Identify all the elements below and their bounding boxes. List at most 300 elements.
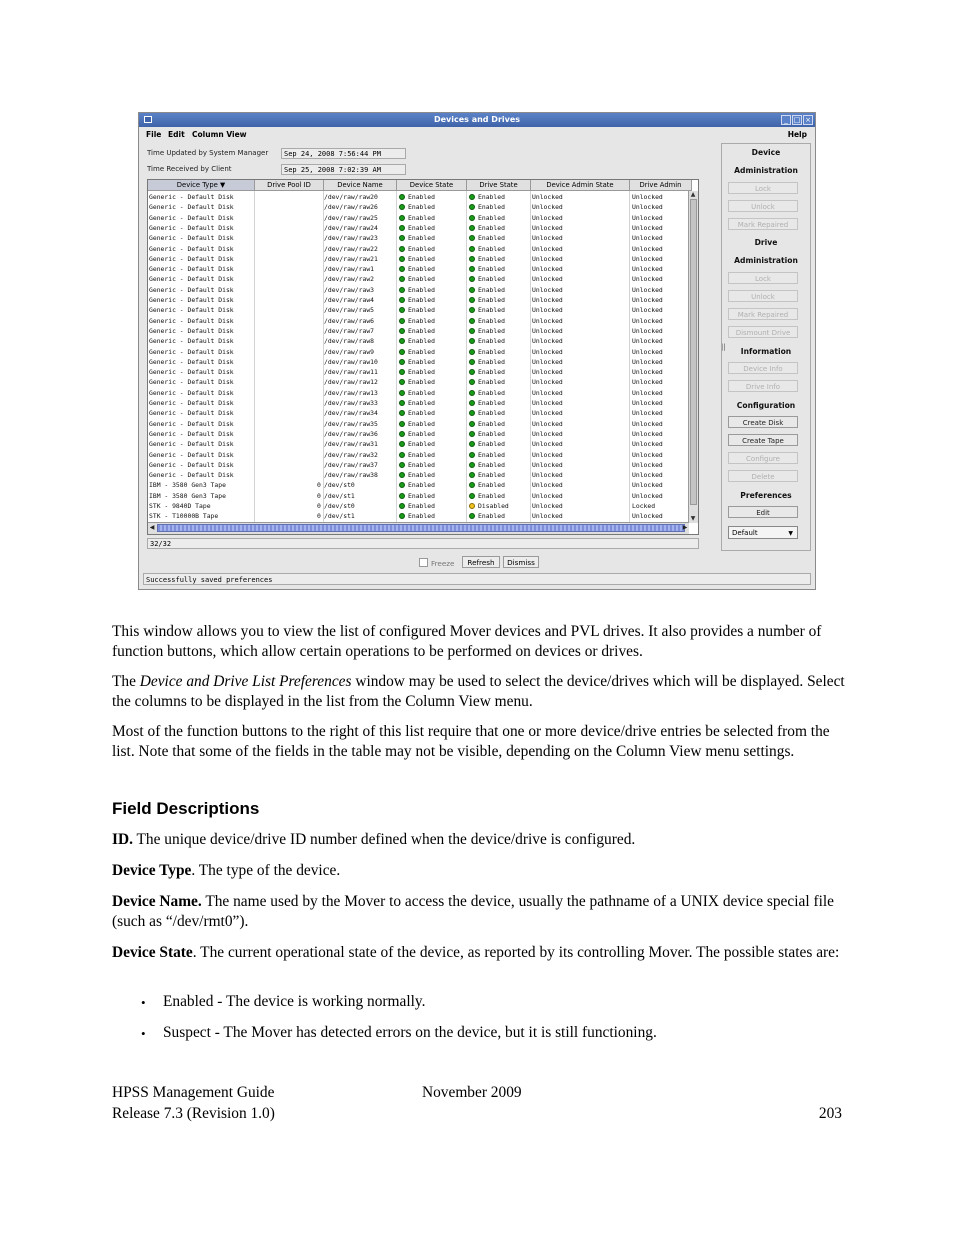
horizontal-scroll-thumb[interactable] — [157, 524, 685, 532]
table-cell — [532, 357, 563, 367]
maximize-icon[interactable]: □ — [793, 116, 801, 124]
bullet-icon: • — [141, 1026, 146, 1041]
table-cell — [532, 491, 563, 501]
column-header[interactable]: Device Type ▼ — [148, 180, 255, 191]
cell-text: Unlocked — [632, 223, 663, 232]
cell-text: Unlocked — [532, 440, 563, 449]
bottom-bar — [139, 555, 815, 570]
table-row[interactable] — [148, 213, 692, 223]
drive-lock-button[interactable]: Lock — [728, 272, 798, 284]
status-green-icon — [469, 276, 475, 282]
p2-post: window may be used to select the device/drives which will be displayed. Select the columns to be displayed in the list from the Column View menu. — [112, 673, 845, 710]
cell-text: /dev/raw/raw3 — [324, 285, 375, 294]
cell-text: /dev/raw/raw13 — [324, 388, 378, 397]
status-green-icon — [399, 328, 405, 334]
refresh-button[interactable]: Refresh — [462, 556, 500, 568]
table-cell — [469, 419, 505, 429]
cell-text: Generic - Default Disk — [149, 193, 234, 201]
status-green-icon — [399, 441, 405, 447]
cell-text: Unlocked — [632, 368, 663, 377]
table-row[interactable] — [148, 347, 692, 357]
table-row[interactable] — [148, 419, 692, 429]
time-received-label: Time Received by Client — [147, 165, 232, 173]
cell-text: Unlocked — [632, 512, 663, 521]
status-green-icon — [399, 390, 405, 396]
cell-text: Unlocked — [632, 306, 663, 315]
vertical-scrollbar[interactable] — [688, 191, 698, 523]
cell-text: Enabled — [478, 512, 505, 521]
status-green-icon — [399, 338, 405, 344]
status-green-icon — [469, 452, 475, 458]
table-row[interactable] — [148, 336, 692, 346]
table-cell — [324, 223, 378, 233]
table-cell — [149, 213, 234, 223]
cell-text: Unlocked — [632, 326, 663, 335]
table-cell — [324, 305, 374, 315]
section-heading: Field Descriptions — [112, 799, 260, 818]
table-cell — [469, 347, 505, 357]
delete-button[interactable]: Delete — [728, 470, 798, 482]
cell-text: /dev/raw/raw37 — [324, 460, 378, 469]
cell-text: Unlocked — [632, 429, 663, 438]
table-row[interactable] — [148, 233, 692, 243]
table-cell — [399, 233, 435, 243]
field-device-name — [112, 892, 847, 931]
table-cell — [469, 357, 505, 367]
table-row[interactable] — [148, 264, 692, 274]
cell-text: Enabled — [408, 481, 435, 490]
cell-text: Enabled — [408, 285, 435, 294]
table-cell — [149, 347, 234, 357]
cell-text: Unlocked — [532, 357, 563, 366]
table-cell — [399, 336, 435, 346]
table-cell — [632, 264, 663, 274]
bullet-enabled: Enabled - The device is working normally. — [163, 993, 426, 1010]
table-cell — [469, 305, 505, 315]
status-green-icon — [469, 369, 475, 375]
table-row[interactable] — [148, 377, 692, 387]
status-green-icon — [469, 379, 475, 385]
cell-text: Disabled — [478, 502, 509, 510]
table-cell — [324, 347, 374, 357]
field-id-text: The unique device/drive ID number defined when the device/drive is configured. — [132, 831, 636, 848]
device-mark-repaired-button[interactable]: Mark Repaired — [728, 218, 798, 230]
cell-text: Generic - Default Disk — [149, 419, 234, 428]
table-cell — [532, 316, 563, 326]
table-row[interactable] — [148, 460, 692, 470]
status-green-icon — [469, 215, 475, 221]
cell-text: 0 — [317, 502, 321, 510]
cell-text: Unlocked — [632, 337, 663, 346]
cell-text: IBM - 3580 Gen3 Tape — [149, 481, 226, 490]
horizontal-scrollbar[interactable] — [148, 522, 689, 534]
window-title: Devices and Drives — [433, 115, 521, 124]
cell-text: Unlocked — [532, 193, 563, 201]
cell-text: /dev/raw/raw1 — [324, 265, 375, 274]
drive-mark-repaired-button[interactable]: Mark Repaired — [728, 308, 798, 320]
column-header[interactable]: Device Name — [324, 180, 397, 191]
cell-text: Generic - Default Disk — [149, 265, 234, 274]
table-cell — [632, 347, 663, 357]
dismount-drive-button[interactable]: Dismount Drive — [728, 326, 798, 338]
time-updated-value: Sep 24, 2008 7:56:44 PM — [281, 148, 406, 159]
freeze-checkbox[interactable] — [419, 558, 454, 568]
table-cell — [399, 491, 435, 501]
cell-text: /dev/raw/raw4 — [324, 296, 375, 304]
cell-text: Enabled — [478, 388, 505, 397]
cell-text: STK - 9840D Tape — [149, 502, 211, 510]
cell-text: Unlocked — [532, 316, 563, 325]
table-cell — [399, 460, 435, 470]
cell-text: /dev/st0 — [324, 481, 355, 490]
close-icon[interactable]: × — [803, 115, 813, 125]
cell-text: 0 — [317, 512, 321, 521]
table-row[interactable] — [148, 305, 692, 315]
status-green-icon — [469, 266, 475, 272]
cell-text: Unlocked — [532, 347, 563, 356]
cell-text: Generic - Default Disk — [149, 296, 234, 304]
table-row[interactable] — [148, 192, 692, 202]
cell-text: Unlocked — [532, 419, 563, 428]
table-cell — [469, 244, 505, 254]
cell-text: Generic - Default Disk — [149, 357, 234, 366]
row-count: 32/32 — [147, 538, 699, 549]
table-cell — [149, 439, 234, 449]
table-cell — [632, 377, 663, 387]
column-header[interactable]: Device State — [397, 180, 467, 191]
cell-text: /dev/raw/raw34 — [324, 409, 378, 418]
table-cell — [149, 357, 234, 367]
table-row[interactable] — [148, 202, 692, 212]
table-cell — [632, 367, 663, 377]
table-row[interactable] — [148, 408, 692, 418]
field-id-term: ID. — [112, 831, 133, 848]
table-cell — [324, 202, 378, 212]
table-row[interactable] — [148, 501, 692, 511]
table-cell — [324, 264, 374, 274]
cell-text: Unlocked — [632, 388, 663, 397]
table-cell — [532, 398, 563, 408]
cell-text: Unlocked — [532, 285, 563, 294]
table-row[interactable] — [148, 388, 692, 398]
table-cell — [532, 274, 563, 284]
table-cell — [149, 511, 218, 521]
scroll-right-icon[interactable]: ▶ — [682, 524, 688, 531]
cell-text: Generic - Default Disk — [149, 440, 234, 449]
cell-text: Enabled — [478, 440, 505, 449]
table-row[interactable] — [148, 480, 692, 490]
cell-text: Unlocked — [632, 193, 663, 201]
create-tape-button[interactable]: Create Tape — [728, 434, 798, 446]
table-cell — [469, 388, 505, 398]
table-cell — [632, 233, 663, 243]
cell-text: Unlocked — [532, 378, 563, 387]
cell-text: Unlocked — [532, 460, 563, 469]
column-header[interactable]: Drive Admin — [630, 180, 692, 191]
dismiss-button[interactable]: Dismiss — [503, 556, 539, 568]
cell-text: Enabled — [408, 213, 435, 222]
field-device-type — [112, 861, 847, 881]
menu-edit[interactable]: Edit — [168, 130, 185, 139]
table-cell — [324, 244, 378, 254]
cell-text: Unlocked — [532, 491, 563, 500]
table-cell — [399, 511, 435, 521]
device-unlock-button[interactable]: Unlock — [728, 200, 798, 212]
table-cell — [399, 244, 435, 254]
vertical-scroll-thumb[interactable] — [690, 199, 697, 505]
cell-text: Unlocked — [632, 234, 663, 243]
column-header[interactable]: Drive Pool ID — [255, 180, 324, 191]
cell-text: Unlocked — [632, 399, 663, 407]
drive-unlock-button[interactable]: Unlock — [728, 290, 798, 302]
status-green-icon — [469, 204, 475, 210]
cell-text: Generic - Default Disk — [149, 347, 234, 356]
table-cell — [324, 367, 378, 377]
status-green-icon — [399, 297, 405, 303]
status-green-icon — [399, 256, 405, 262]
cell-text: /dev/raw/raw26 — [324, 203, 378, 212]
table-cell — [149, 274, 234, 284]
table-cell — [632, 305, 663, 315]
devices-drives-window — [138, 112, 816, 590]
table-cell — [532, 244, 563, 254]
table-cell — [317, 480, 321, 490]
status-green-icon — [399, 379, 405, 385]
table-cell — [532, 470, 563, 480]
cell-text: Enabled — [408, 440, 435, 449]
cell-text: Unlocked — [632, 203, 663, 212]
status-green-icon — [469, 410, 475, 416]
table-cell — [324, 419, 378, 429]
cell-text: Enabled — [408, 296, 435, 304]
table-row[interactable] — [148, 244, 692, 254]
table-cell — [324, 192, 378, 202]
status-green-icon — [399, 318, 405, 324]
table-cell — [632, 295, 663, 305]
device-drive-table[interactable] — [147, 179, 699, 535]
table-row[interactable] — [148, 326, 692, 336]
cell-text: Generic - Default Disk — [149, 285, 234, 294]
table-cell — [532, 285, 563, 295]
table-cell — [632, 254, 663, 264]
cell-text: /dev/raw/raw36 — [324, 429, 378, 438]
cell-text: Enabled — [408, 409, 435, 418]
status-green-icon — [399, 307, 405, 313]
cell-text: Unlocked — [532, 471, 563, 480]
cell-text: /dev/raw/raw33 — [324, 399, 378, 407]
table-cell — [324, 429, 378, 439]
cell-text: Unlocked — [632, 419, 663, 428]
table-cell — [532, 264, 563, 274]
table-cell — [469, 367, 505, 377]
create-disk-button[interactable]: Create Disk — [728, 416, 798, 428]
status-green-icon — [399, 266, 405, 272]
table-cell — [469, 480, 505, 490]
preferences-select[interactable] — [728, 526, 798, 539]
cell-text: /dev/st1 — [324, 491, 355, 500]
scroll-up-icon[interactable]: ▲ — [690, 191, 696, 198]
table-row[interactable] — [148, 285, 692, 295]
table-cell — [399, 501, 435, 511]
table-cell — [399, 377, 435, 387]
cell-text: Unlocked — [632, 471, 663, 480]
status-green-icon — [469, 390, 475, 396]
table-row[interactable] — [148, 316, 692, 326]
table-cell — [324, 326, 374, 336]
status-green-icon — [469, 493, 475, 499]
status-green-icon — [469, 225, 475, 231]
table-cell — [632, 357, 663, 367]
menu-help[interactable]: Help — [787, 130, 807, 139]
cell-text: Unlocked — [532, 223, 563, 232]
table-cell — [632, 450, 663, 460]
table-cell — [399, 429, 435, 439]
cell-text: Enabled — [408, 460, 435, 469]
scroll-left-icon[interactable]: ◀ — [149, 524, 155, 531]
cell-text: Unlocked — [532, 368, 563, 377]
table-cell — [532, 460, 563, 470]
device-info-button[interactable]: Device Info — [728, 362, 798, 374]
cell-text: Enabled — [408, 275, 435, 284]
table-row[interactable] — [148, 470, 692, 480]
table-row[interactable] — [148, 511, 692, 521]
cell-text: Unlocked — [532, 296, 563, 304]
table-cell — [532, 305, 563, 315]
table-cell — [632, 460, 663, 470]
table-row[interactable] — [148, 429, 692, 439]
footer-page-number: 203 — [818, 1105, 842, 1122]
configure-button[interactable]: Configure — [728, 452, 798, 464]
p2-pre: The — [112, 673, 140, 690]
table-cell — [324, 233, 378, 243]
table-row[interactable] — [148, 223, 692, 233]
status-green-icon — [399, 276, 405, 282]
cell-text: Generic - Default Disk — [149, 337, 234, 346]
device-lock-button[interactable]: Lock — [728, 182, 798, 194]
table-row[interactable] — [148, 439, 692, 449]
bullet-suspect: Suspect - The Mover has detected errors on the device, but it is still functioning. — [163, 1024, 657, 1041]
drive-admin-heading: Drive — [754, 238, 778, 247]
cell-text: Generic - Default Disk — [149, 471, 234, 480]
cell-text: Unlocked — [532, 306, 563, 315]
table-cell — [532, 254, 563, 264]
table-cell — [324, 295, 374, 305]
time-received-value: Sep 25, 2008 7:02:39 AM — [281, 164, 406, 175]
table-cell — [324, 274, 374, 284]
cell-text: Enabled — [478, 481, 505, 490]
cell-text: Unlocked — [632, 213, 663, 222]
status-green-icon — [469, 235, 475, 241]
table-cell — [149, 295, 234, 305]
table-row[interactable] — [148, 367, 692, 377]
cell-text: Enabled — [408, 357, 435, 366]
split-pane-handle[interactable]: || — [721, 343, 726, 351]
cell-text: /dev/raw/raw8 — [324, 337, 375, 346]
column-header[interactable]: Device Admin State — [531, 180, 630, 191]
cell-text: Unlocked — [632, 275, 663, 284]
cell-text: Enabled — [478, 409, 505, 418]
drive-info-button[interactable]: Drive Info — [728, 380, 798, 392]
minimize-icon[interactable]: _ — [781, 115, 791, 125]
cell-text: Enabled — [408, 306, 435, 315]
cell-text: Unlocked — [632, 450, 663, 459]
field-device-type-text: . The type of the device. — [191, 862, 341, 879]
device-admin-heading-2: Administration — [734, 166, 798, 175]
cell-text: /dev/raw/raw22 — [324, 244, 378, 253]
edit-preferences-button[interactable]: Edit — [728, 506, 798, 518]
status-green-icon — [399, 410, 405, 416]
table-cell — [399, 316, 435, 326]
table-cell — [632, 285, 663, 295]
table-cell — [532, 326, 563, 336]
cell-text: Enabled — [408, 326, 435, 335]
cell-text: Unlocked — [532, 326, 563, 335]
cell-text: Enabled — [478, 326, 505, 335]
table-cell — [632, 398, 663, 408]
table-row[interactable] — [148, 450, 692, 460]
table-cell — [399, 202, 435, 212]
cell-text: Enabled — [408, 429, 435, 438]
field-device-name-term: Device Name. — [112, 893, 202, 910]
table-row[interactable] — [148, 274, 692, 284]
cell-text: Enabled — [408, 203, 435, 212]
cell-text: Unlocked — [532, 399, 563, 407]
table-row[interactable] — [148, 295, 692, 305]
cell-text: /dev/raw/raw6 — [324, 316, 375, 325]
table-row[interactable] — [148, 491, 692, 501]
cell-text: Generic - Default Disk — [149, 223, 234, 232]
information-heading: Information — [740, 347, 792, 356]
table-cell — [532, 439, 563, 449]
scroll-down-icon[interactable]: ▼ — [690, 515, 696, 522]
status-green-icon — [469, 256, 475, 262]
table-cell — [149, 491, 226, 501]
cell-text: Unlocked — [532, 429, 563, 438]
menu-column-view[interactable]: Column View — [192, 130, 247, 139]
table-row[interactable] — [148, 254, 692, 264]
table-cell — [632, 213, 663, 223]
cell-text: Unlocked — [632, 357, 663, 366]
status-green-icon — [469, 482, 475, 488]
cell-text: Enabled — [478, 306, 505, 315]
table-cell — [469, 450, 505, 460]
cell-text: Enabled — [478, 285, 505, 294]
table-cell — [399, 398, 435, 408]
status-green-icon — [469, 513, 475, 519]
field-device-state-text: . The current operational state of the device, as reported by its controlling Mover. The possible states are: — [192, 944, 840, 961]
table-cell — [149, 408, 234, 418]
cell-text: Generic - Default Disk — [149, 399, 234, 407]
table-cell — [469, 460, 505, 470]
table-cell — [399, 274, 435, 284]
cell-text: Enabled — [478, 265, 505, 274]
cell-text: /dev/st1 — [324, 512, 355, 521]
status-green-icon — [469, 431, 475, 437]
cell-text: Unlocked — [632, 440, 663, 449]
column-header[interactable]: Drive State — [467, 180, 531, 191]
menu-file[interactable]: File — [146, 130, 162, 139]
table-cell — [399, 264, 435, 274]
table-cell — [399, 439, 435, 449]
field-device-state-term: Device State — [112, 944, 193, 961]
cell-text: Enabled — [408, 388, 435, 397]
field-device-name-text: The name used by the Mover to access the device, usually the pathname of a UNIX device special file (such as “/dev/rmt0”). — [112, 893, 834, 930]
cell-text: Unlocked — [532, 481, 563, 490]
cell-text: Locked — [632, 502, 656, 510]
table-row[interactable] — [148, 398, 692, 408]
table-row[interactable] — [148, 357, 692, 367]
table-cell — [149, 388, 234, 398]
